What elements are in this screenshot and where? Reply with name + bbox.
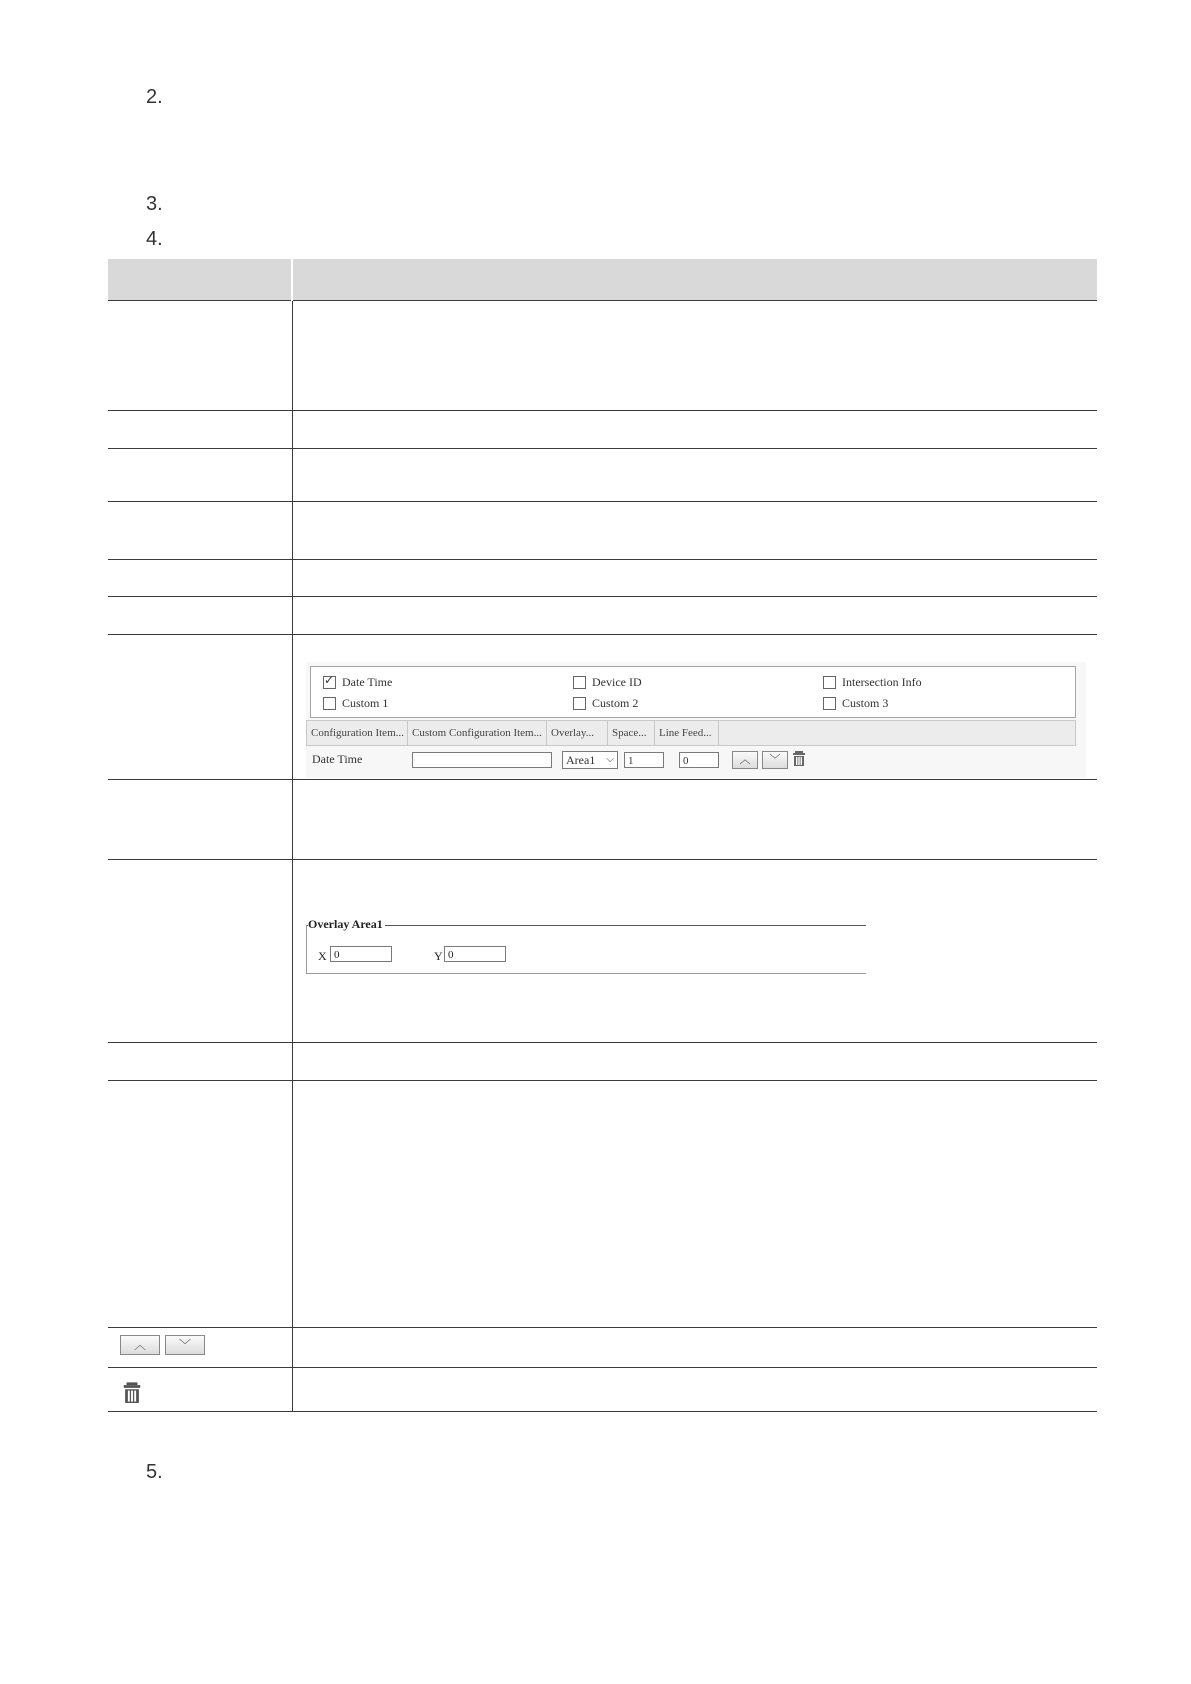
y-coordinate-input[interactable]: 0: [444, 946, 506, 962]
column-header[interactable]: Overlay...: [547, 721, 608, 745]
table-header-cell: [292, 260, 1097, 301]
line-feed-input[interactable]: 0: [679, 752, 719, 768]
table-row: [108, 449, 1097, 502]
checkbox-label: Custom 3: [842, 696, 889, 710]
checkbox-label: Date Time: [342, 675, 393, 689]
table-row: [108, 301, 1097, 411]
table-row: [108, 411, 1097, 449]
table-row: [108, 502, 1097, 560]
step-2-number: 2.: [146, 86, 163, 108]
move-down-button[interactable]: [762, 751, 788, 769]
move-up-button[interactable]: [120, 1335, 160, 1355]
checkbox-device-id[interactable]: [573, 675, 642, 690]
checkbox-label: Device ID: [592, 675, 642, 689]
checkbox-custom-1[interactable]: [323, 696, 388, 711]
custom-config-input[interactable]: [412, 752, 552, 768]
step-4-number: 4.: [146, 228, 163, 250]
overlay-area-select[interactable]: [562, 751, 618, 769]
checkbox-icon: [573, 676, 586, 689]
checkbox-intersection-info[interactable]: [823, 675, 922, 690]
chevron-up-icon: ︿: [133, 1338, 146, 1352]
checkbox-custom-3[interactable]: [823, 696, 888, 711]
checkbox-date-time[interactable]: [323, 675, 392, 690]
checkbox-label: Custom 1: [342, 696, 389, 710]
table-row: [108, 597, 1097, 635]
trash-icon: [122, 1381, 142, 1403]
chevron-up-icon: ︿: [739, 753, 751, 766]
overlay-area-screenshot: [306, 915, 866, 975]
groupbox-bottom-line: [306, 973, 866, 974]
trash-icon: [792, 750, 806, 766]
x-label: X: [318, 949, 327, 963]
table-row: [108, 560, 1097, 597]
checkbox-label: Intersection Info: [842, 675, 922, 689]
table-row: [108, 1328, 1097, 1368]
space-input[interactable]: 1: [624, 752, 664, 768]
checkbox-icon: [323, 697, 336, 710]
overlay-area-title: Overlay Area1: [308, 917, 383, 931]
row-item-name: Date Time: [312, 752, 363, 766]
y-label: Y: [434, 949, 443, 963]
chevron-down-icon: ﹀: [769, 753, 781, 766]
parameter-table: [108, 259, 1097, 1412]
table-row: [306, 746, 1074, 774]
column-header[interactable]: Space...: [608, 721, 655, 745]
table-row: [108, 1081, 1097, 1328]
table-header-cell: [108, 260, 292, 301]
chevron-down-icon: ⌵: [606, 754, 614, 765]
overlay-grid-header: [306, 720, 1076, 746]
step-5-number: 5.: [146, 1461, 163, 1483]
column-header[interactable]: Line Feed...: [655, 721, 719, 745]
column-header[interactable]: Custom Configuration Item...: [408, 721, 547, 745]
checkbox-icon: [823, 697, 836, 710]
groupbox-left-line: [306, 925, 307, 973]
overlay-config-screenshot: [306, 662, 1086, 778]
table-row: [108, 1043, 1097, 1081]
x-coordinate-input[interactable]: 0: [330, 946, 392, 962]
column-header[interactable]: Configuration Item...: [307, 721, 408, 745]
checkbox-checked-icon: [323, 676, 336, 689]
step-3-number: 3.: [146, 193, 163, 215]
table-row: [108, 780, 1097, 860]
overlay-item-checkbox-group: [310, 666, 1076, 718]
checkbox-icon: [823, 676, 836, 689]
table-row: [108, 1368, 1097, 1412]
delete-button[interactable]: [792, 750, 808, 768]
move-up-button[interactable]: [732, 751, 758, 769]
move-down-button[interactable]: [165, 1335, 205, 1355]
checkbox-custom-2[interactable]: [573, 696, 638, 711]
checkbox-icon: [573, 697, 586, 710]
delete-button[interactable]: [122, 1381, 142, 1407]
groupbox-top-line: [306, 925, 866, 926]
checkbox-label: Custom 2: [592, 696, 639, 710]
chevron-down-icon: ﹀: [178, 1338, 191, 1352]
overlay-area-select-value: Area1: [566, 753, 596, 767]
